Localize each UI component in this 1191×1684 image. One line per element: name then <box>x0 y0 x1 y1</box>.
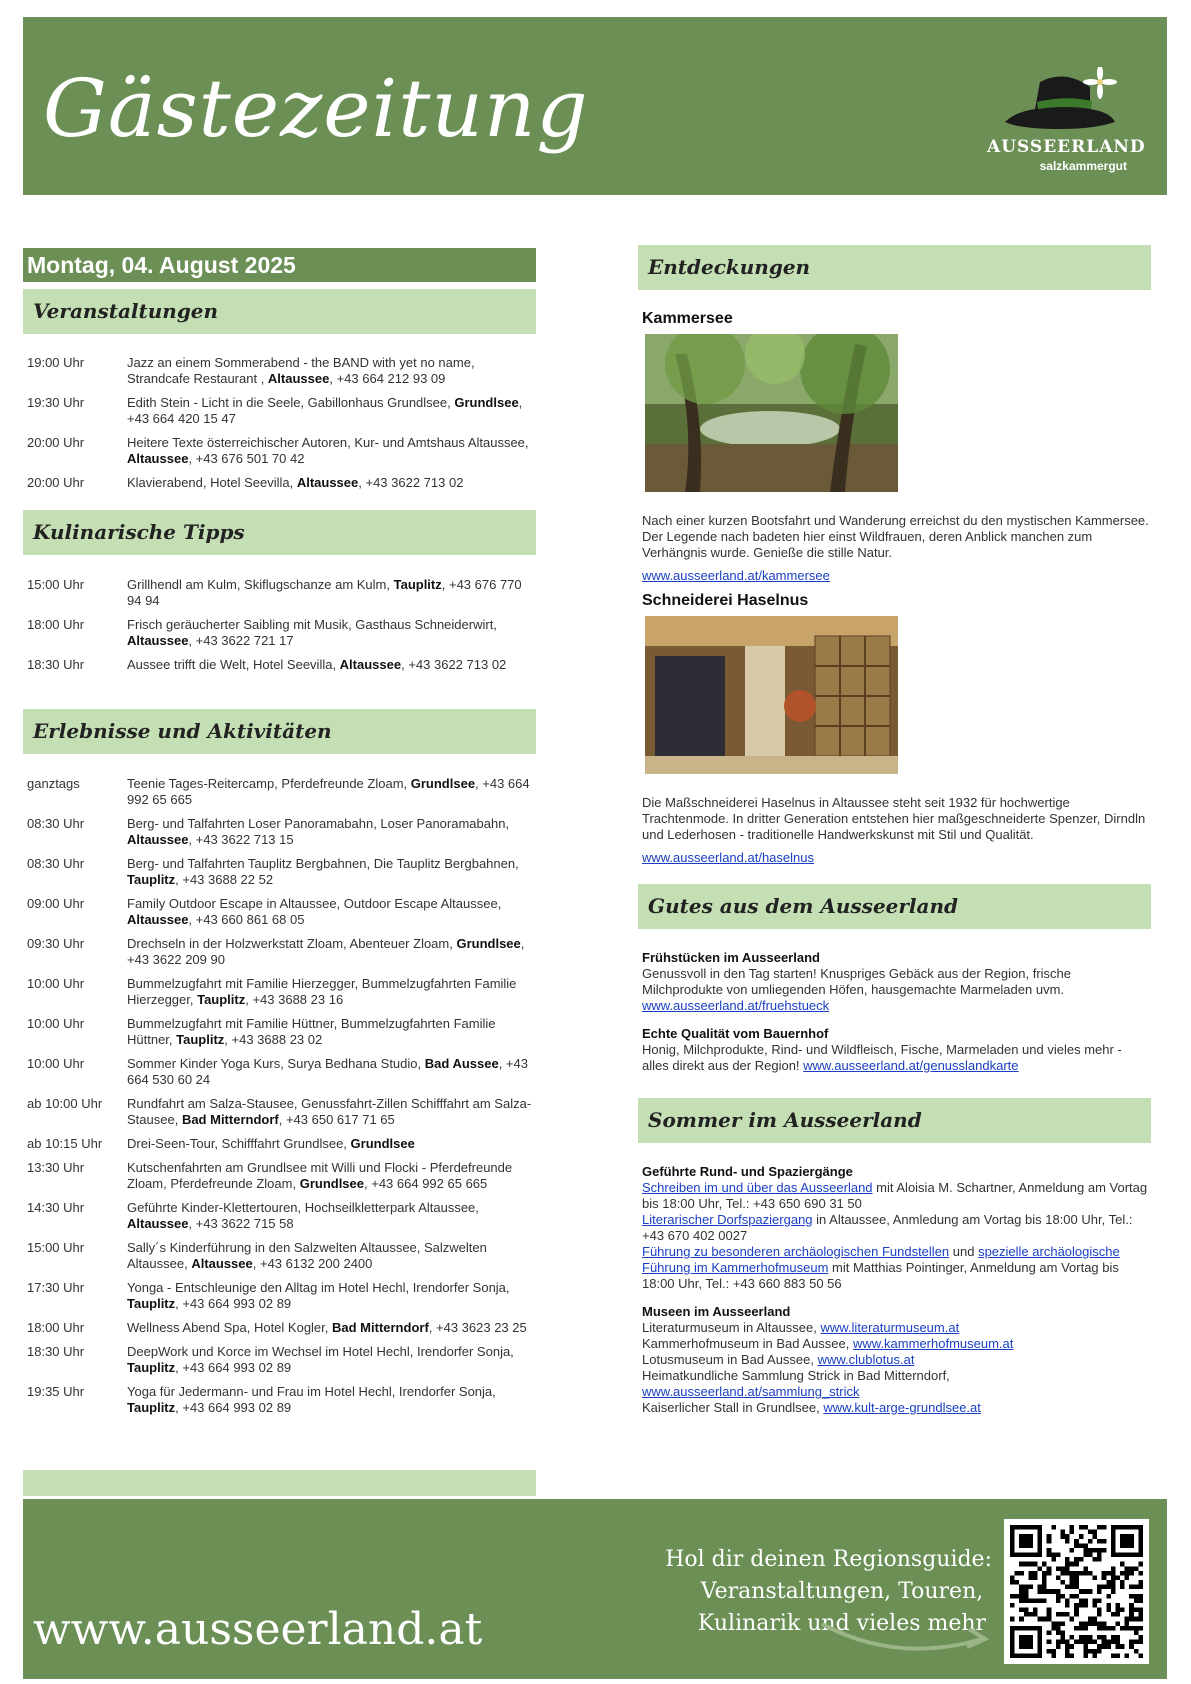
event-time: 15:00 Uhr <box>27 1240 85 1255</box>
haselnus-photo <box>645 616 898 774</box>
kammersee-link[interactable]: www.ausseerland.at/kammersee <box>642 568 830 583</box>
event-title: Geführte Kinder-Klettertouren, Hochseilkletterpark Altaussee, <box>127 1200 479 1215</box>
event-contact: , +43 3622 713 02 <box>358 475 464 490</box>
event-time: ganztags <box>27 776 80 791</box>
event-time: 19:35 Uhr <box>27 1384 85 1399</box>
footer-website[interactable]: www.ausseerland.at <box>33 1604 483 1655</box>
ausseerland-logo[interactable] <box>987 47 1146 177</box>
event-place: Grundlsee <box>410 776 476 791</box>
event-row <box>23 1056 536 1088</box>
museum-3: Lotusmuseum in Bad Aussee, www.clublotus.at <box>642 1352 915 1367</box>
event-row <box>23 475 536 491</box>
erlebnisse-list <box>23 776 536 1424</box>
event-place: Tauplitz <box>127 1296 176 1311</box>
kammersee-title: Kammersee <box>642 310 733 327</box>
event-place: Altaussee <box>127 832 189 847</box>
event-time: 18:30 Uhr <box>27 657 85 672</box>
event-description <box>127 1136 532 1152</box>
event-place: Altaussee <box>339 657 402 672</box>
event-contact: , +43 3688 23 02 <box>224 1032 323 1047</box>
event-description <box>127 435 532 467</box>
event-contact: , +43 676 501 70 42 <box>188 451 305 466</box>
qr-code[interactable] <box>1004 1519 1149 1664</box>
haselnus-title: Schneiderei Haselnus <box>642 592 809 609</box>
event-description <box>127 475 532 491</box>
sammlung-strick-link[interactable]: www.ausseerland.at/sammlung_strick <box>642 1384 860 1399</box>
event-place: Bad Mitterndorf <box>181 1112 279 1127</box>
event-description <box>127 1384 532 1416</box>
event-description <box>127 1240 532 1272</box>
event-row <box>23 1344 536 1376</box>
event-time: 19:00 Uhr <box>27 355 85 370</box>
event-contact: , +43 3623 23 25 <box>428 1320 527 1335</box>
event-contact: , +43 3622 715 58 <box>188 1216 294 1231</box>
event-time: 13:30 Uhr <box>27 1160 85 1175</box>
event-title: Rundfahrt am Salza-Stausee, Genussfahrt-Zillen Schifffahrt am Salza-Stausee, <box>127 1096 532 1127</box>
kammerhofmuseum-link[interactable]: www.kammerhofmuseum.at <box>853 1336 1014 1351</box>
event-title: Drei-Seen-Tour, Schifffahrt Grundlsee, <box>127 1136 351 1151</box>
event-time: 18:30 Uhr <box>27 1344 85 1359</box>
section-kulinarik-heading: Kulinarische Tipps <box>23 510 536 555</box>
event-contact: , +43 664 212 93 09 <box>329 371 446 386</box>
event-row <box>23 1240 536 1272</box>
event-description <box>127 776 532 808</box>
event-row <box>23 657 536 673</box>
museum-1: Literaturmuseum in Altaussee, www.literaturmuseum.at <box>642 1320 960 1335</box>
event-place: Grundlsee <box>454 395 519 410</box>
event-description <box>127 976 532 1008</box>
event-title: Sommer Kinder Yoga Kurs, Surya Bedhana Studio, <box>127 1056 425 1071</box>
event-contact: , +43 664 992 65 665 <box>364 1176 488 1191</box>
event-description <box>127 856 532 888</box>
event-row <box>23 896 536 928</box>
event-description <box>127 1016 532 1048</box>
event-description <box>127 1280 532 1312</box>
section-entdeckungen-heading: Entdeckungen <box>638 245 1151 290</box>
event-row <box>23 1200 536 1232</box>
event-description <box>127 1200 532 1232</box>
event-time: 08:30 Uhr <box>27 856 85 871</box>
event-row <box>23 395 536 427</box>
rundgang-1: Schreiben im und über das Ausseerland mit Aloisia M. Schartner, Anmeldung am Vortag bis 18:00 Uhr, Tel.: +43 650 690 31 50 <box>642 1180 1148 1211</box>
regionsguide-text: Hol dir deinen Regionsguide: Veranstaltungen, Touren, Kulinarik und vieles mehr <box>665 1547 992 1636</box>
event-time: 14:30 Uhr <box>27 1200 85 1215</box>
event-title: Aussee trifft die Welt, Hotel Seevilla, <box>127 657 340 672</box>
arrow-icon <box>817 1614 997 1654</box>
event-contact: , +43 664 992 65 665 <box>127 776 530 807</box>
event-contact: , +43 664 420 15 47 <box>127 395 523 426</box>
event-contact: , +43 664 993 02 89 <box>175 1360 292 1375</box>
event-contact: , +43 3688 22 52 <box>175 872 274 887</box>
event-place: Tauplitz <box>127 872 176 887</box>
event-title: Teenie Tages-Reitercamp, Pferdefreunde Zloam, <box>127 776 411 791</box>
event-title: Frisch geräucherter Saibling mit Musik, Gasthaus Schneiderwirt, <box>127 617 497 632</box>
event-place: Grundlsee <box>456 936 521 951</box>
kammerhof-fuehrung-link[interactable]: spezielle archäologische Führung im Kammerhofmuseum <box>642 1244 1120 1275</box>
event-row <box>23 1096 536 1128</box>
event-time: 09:30 Uhr <box>27 936 85 951</box>
event-row <box>23 355 536 387</box>
event-place: Tauplitz <box>127 1400 176 1415</box>
event-place: Altaussee <box>296 475 359 490</box>
footer-banner <box>23 1499 1167 1679</box>
event-title: Wellness Abend Spa, Hotel Kogler, <box>127 1320 332 1335</box>
event-time: 17:30 Uhr <box>27 1280 85 1295</box>
literaturmuseum-link[interactable]: www.literaturmuseum.at <box>820 1320 960 1335</box>
event-row <box>23 936 536 968</box>
event-title: Klavierabend, Hotel Seevilla, <box>127 475 297 490</box>
event-description <box>127 395 532 427</box>
page-title: Gästezeitung <box>43 62 589 155</box>
divider-strip <box>23 1470 536 1496</box>
event-title: Berg- und Talfahrten Loser Panoramabahn, Loser Panoramabahn, <box>127 816 510 831</box>
genusslandkarte-link[interactable]: www.ausseerland.at/genusslandkarte <box>803 1058 1019 1073</box>
museen-title: Museen im Ausseerland <box>642 1304 791 1319</box>
schreiben-link[interactable]: Schreiben im und über das Ausseerland <box>642 1180 873 1195</box>
event-title: Berg- und Talfahrten Tauplitz Bergbahnen, Die Tauplitz Bergbahnen, <box>127 856 519 871</box>
event-time: 10:00 Uhr <box>27 1056 85 1071</box>
haselnus-link[interactable]: www.ausseerland.at/haselnus <box>642 850 814 865</box>
date-heading: Montag, 04. August 2025 <box>23 248 536 282</box>
event-place: Altaussee <box>267 371 330 386</box>
sommer-content <box>642 1164 1152 1416</box>
event-time: 10:00 Uhr <box>27 976 85 991</box>
haselnus-description: Die Maßschneiderei Haselnus in Altaussee steht seit 1932 für hochwertige Trachtenmode. In dritter Generation entstehen hier maßgeschneiderte Spenzer, Dirndln und Lederhosen - traditionelle Handwerkskunst mit Stil und Qualität. www.ausseerland.at/haselnus <box>642 795 1146 865</box>
event-place: Altaussee <box>127 912 189 927</box>
event-description <box>127 1160 532 1192</box>
event-place: Bad Aussee <box>424 1056 499 1071</box>
event-row <box>23 1320 536 1336</box>
event-row <box>23 816 536 848</box>
event-description <box>127 577 532 609</box>
fruehstueck-link[interactable]: www.ausseerland.at/fruehstueck <box>642 998 830 1013</box>
kammersee-photo <box>645 334 898 492</box>
section-gutes-heading: Gutes aus dem Ausseerland <box>638 884 1151 929</box>
event-contact: , +43 6132 200 2400 <box>252 1256 373 1271</box>
rundgaenge-title: Geführte Rund- und Spaziergänge <box>642 1164 853 1179</box>
section-sommer-heading: Sommer im Ausseerland <box>638 1098 1151 1143</box>
kulinarik-list <box>23 577 536 681</box>
event-description <box>127 816 532 848</box>
fruehstueck-text: Genussvoll in den Tag starten! Knuspriges Gebäck aus der Region, frische Milchprodukte von umliegenden Höfen, hausgemachte Marmeladen uvm. <box>642 966 1071 997</box>
event-row <box>23 577 536 609</box>
event-row <box>23 856 536 888</box>
event-place: Altaussee <box>127 633 189 648</box>
archaeologie-link[interactable]: Führung zu besonderen archäologischen Fundstellen <box>642 1244 950 1259</box>
event-time: 18:00 Uhr <box>27 617 85 632</box>
logo-text: AUSSEERLAND <box>987 137 1146 157</box>
event-contact: , +43 650 617 71 65 <box>278 1112 395 1127</box>
event-row <box>23 1136 536 1152</box>
event-contact: , +43 664 530 60 24 <box>127 1056 528 1087</box>
event-description <box>127 896 532 928</box>
event-time: 15:00 Uhr <box>27 577 85 592</box>
event-description <box>127 1320 532 1336</box>
event-row <box>23 1280 536 1312</box>
event-contact: , +43 3622 713 15 <box>188 832 294 847</box>
event-place: Bad Mitterndorf <box>332 1320 429 1335</box>
event-row <box>23 1384 536 1416</box>
bauernhof-text: Honig, Milchprodukte, Rind- und Wildfleisch, Fische, Marmeladen und vieles mehr - alles direkt aus der Region! www.ausseerland.at/genusslandkarte <box>642 1042 1122 1073</box>
bauernhof-title: Echte Qualität vom Bauernhof <box>642 1026 829 1041</box>
event-place: Tauplitz <box>393 577 442 592</box>
event-title: Family Outdoor Escape in Altaussee, Outdoor Escape Altaussee, <box>127 896 502 911</box>
event-description <box>127 355 532 387</box>
event-row <box>23 1016 536 1048</box>
event-title: Yoga für Jedermann- und Frau im Hotel Hechl, Irendorfer Sonja, <box>127 1384 496 1399</box>
event-contact: , +43 3622 713 02 <box>401 657 507 672</box>
event-contact: , +43 664 993 02 89 <box>175 1296 292 1311</box>
event-title: Sally´s Kinderführung in den Salzwelten Altaussee, Salzwelten Altaussee, <box>127 1240 487 1271</box>
section-veranstaltungen-heading: Veranstaltungen <box>23 289 536 334</box>
event-title: Kutschenfahrten am Grundlsee mit Willi und Flocki - Pferdefreunde Zloam, Pferdefreunde Zloam, <box>127 1160 513 1191</box>
museum-2: Kammerhofmuseum in Bad Aussee, www.kammerhofmuseum.at <box>642 1336 1014 1351</box>
event-row <box>23 976 536 1008</box>
museum-5: Kaiserlicher Stall in Grundlsee, www.kult-arge-grundlsee.at <box>642 1400 981 1415</box>
event-description <box>127 1344 532 1376</box>
event-place: Altaussee <box>127 1216 189 1231</box>
event-title: Yonga - Entschleunige den Alltag im Hotel Hechl, Irendorfer Sonja, <box>127 1280 510 1295</box>
event-contact: , +43 3688 23 16 <box>245 992 344 1007</box>
event-description <box>127 657 532 673</box>
rundgang-2: Literarischer Dorfspaziergang in Altaussee, Anmledung am Vortag bis 18:00 Uhr, Tel.: +43 670 402 0027 <box>642 1212 1133 1243</box>
section-erlebnisse-heading: Erlebnisse und Aktivitäten <box>23 709 536 754</box>
veranstaltungen-list <box>23 355 536 499</box>
event-time: 09:00 Uhr <box>27 896 85 911</box>
event-title: Bummelzugfahrt mit Familie Hüttner, Bummelzugfahrten Familie Hüttner, <box>127 1016 496 1047</box>
event-title: Heitere Texte österreichischer Autoren, Kur- und Amtshaus Altaussee, <box>127 435 529 450</box>
event-row <box>23 435 536 467</box>
dorfspaziergang-link[interactable]: Literarischer Dorfspaziergang <box>642 1212 813 1227</box>
event-row <box>23 776 536 808</box>
event-title: Edith Stein - Licht in die Seele, Gabillonhaus Grundlsee, <box>127 395 455 410</box>
event-contact: , +43 676 770 94 94 <box>127 577 522 608</box>
event-time: ab 10:15 Uhr <box>27 1136 103 1151</box>
fruehstueck-title: Frühstücken im Ausseerland <box>642 950 820 965</box>
event-place: Grundlsee <box>299 1176 364 1191</box>
event-time: 20:00 Uhr <box>27 475 85 490</box>
event-contact: , +43 660 861 68 05 <box>188 912 305 927</box>
event-place: Altaussee <box>127 451 189 466</box>
event-description <box>127 1096 532 1128</box>
kammersee-description: Nach einer kurzen Bootsfahrt und Wanderung erreichst du den mystischen Kammersee. Der Legende nach badeten hier einst Wildfrauen, deren Anblick manchen zum Verhängnis wurde. Genieße die stille Natur. www.ausseerland.at/kammersee <box>642 513 1149 583</box>
gutes-content <box>642 950 1152 1074</box>
event-time: 18:00 Uhr <box>27 1320 85 1335</box>
event-time: 10:00 Uhr <box>27 1016 85 1031</box>
clublotus-link[interactable]: www.clublotus.at <box>817 1352 915 1367</box>
event-title: DeepWork und Korce im Wechsel im Hotel Hechl, Irendorfer Sonja, <box>127 1344 514 1359</box>
event-place: Tauplitz <box>127 1360 176 1375</box>
event-place: Tauplitz <box>197 992 246 1007</box>
event-description <box>127 1056 532 1088</box>
rundgang-3: Führung zu besonderen archäologischen Fundstellen und spezielle archäologische Führung im Kammerhofmuseum mit Matthias Pointinger, Anmeldung am Vortag bis 18:00 Uhr, Tel.: +43 660 883 50 56 <box>642 1244 1120 1291</box>
event-contact: , +43 3622 209 90 <box>127 936 525 967</box>
event-contact: , +43 664 993 02 89 <box>175 1400 292 1415</box>
event-time: 20:00 Uhr <box>27 435 85 450</box>
event-time: 19:30 Uhr <box>27 395 85 410</box>
event-row <box>23 1160 536 1192</box>
event-row <box>23 617 536 649</box>
logo-subtext: salzkammergut <box>1039 159 1127 173</box>
kult-arge-link[interactable]: www.kult-arge-grundlsee.at <box>823 1400 981 1415</box>
event-place: Grundlsee <box>350 1136 415 1151</box>
event-time: ab 10:00 Uhr <box>27 1096 103 1111</box>
hat-icon <box>995 67 1125 142</box>
event-place: Altaussee <box>191 1256 253 1271</box>
event-time: 08:30 Uhr <box>27 816 85 831</box>
event-title: Bummelzugfahrt mit Familie Hierzegger, Bummelzugfahrten Familie Hierzegger, <box>127 976 517 1007</box>
event-description <box>127 936 532 968</box>
museum-4: Heimatkundliche Sammlung Strick in Bad Mitterndorf, <box>642 1368 950 1383</box>
event-title: Jazz an einem Sommerabend - the BAND with yet no name, Strandcafe Restaurant , <box>127 355 475 386</box>
header-banner <box>23 17 1167 195</box>
event-description <box>127 617 532 649</box>
event-title: Drechseln in der Holzwerkstatt Zloam, Abenteuer Zloam, <box>127 936 457 951</box>
event-title: Grillhendl am Kulm, Skiflugschanze am Kulm, <box>127 577 394 592</box>
event-place: Tauplitz <box>176 1032 225 1047</box>
event-contact: , +43 3622 721 17 <box>188 633 294 648</box>
